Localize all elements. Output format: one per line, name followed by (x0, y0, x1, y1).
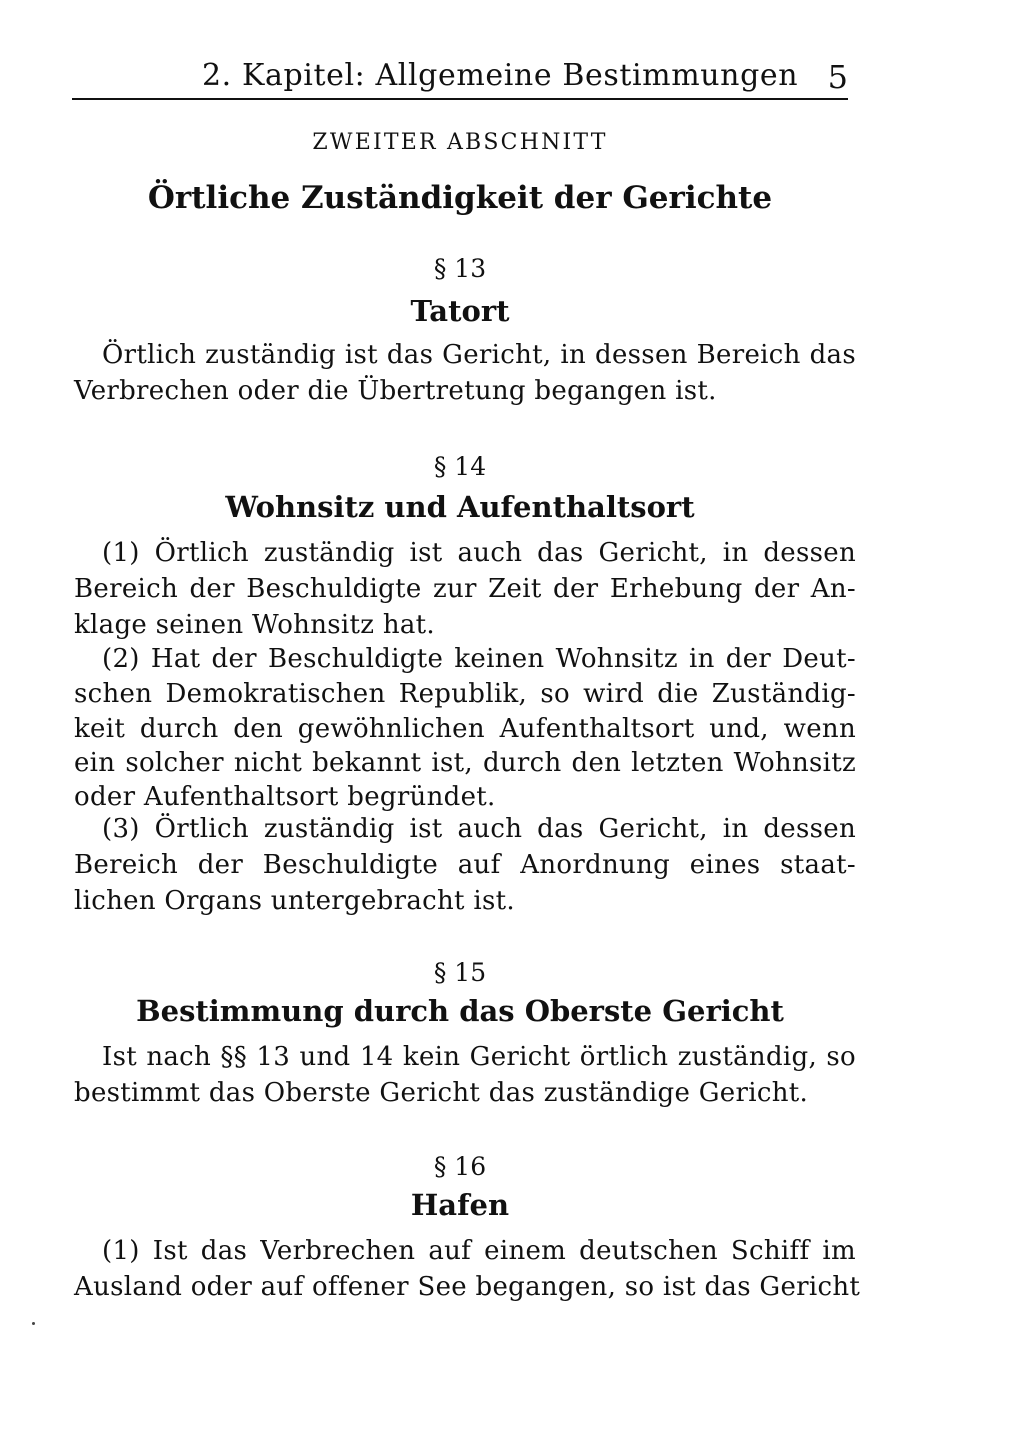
paragraph-number: § 16 (433, 1152, 487, 1181)
section-title: Örtliche Zuständigkeit der Gerichte (147, 180, 773, 216)
body-line: schen Demokratischen Republik, so wird die Zuständig- (74, 679, 856, 709)
body-line: (1) Örtlich zuständig ist auch das Gericht, in dessen (102, 538, 856, 568)
paragraph-heading: Hafen (410, 1188, 510, 1222)
body-line: lichen Organs untergebracht ist. (74, 886, 515, 916)
paragraph-heading: Tatort (410, 294, 510, 328)
body-line: Ausland oder auf offener See begangen, so ist das Gericht (74, 1272, 861, 1302)
body-line: keit durch den gewöhnlichen Aufenthaltsort und, wenn (74, 714, 856, 744)
paragraph-heading: Bestimmung durch das Oberste Gericht (136, 994, 784, 1028)
body-line: Bereich der Beschuldigte auf Anordnung eines staat- (74, 850, 856, 880)
body-line: (3) Örtlich zuständig ist auch das Gericht, in dessen (102, 814, 856, 844)
paragraph-number: § 14 (433, 452, 487, 481)
paragraph-number: § 13 (433, 254, 487, 283)
body-line: klage seinen Wohnsitz hat. (74, 610, 435, 640)
body-line: (2) Hat der Beschuldigte keinen Wohnsitz in der Deut- (102, 644, 856, 674)
body-line: bestimmt das Oberste Gericht das zuständige Gericht. (74, 1078, 809, 1108)
running-head (72, 58, 848, 100)
body-line: Ist nach §§ 13 und 14 kein Gericht örtlich zuständig, so (102, 1042, 856, 1072)
body-line: Bereich der Beschuldigte zur Zeit der Erhebung der An- (74, 574, 856, 604)
page-number: 5 (827, 58, 848, 96)
section-label: ZWEITER ABSCHNITT (312, 130, 608, 155)
scan-speck (32, 1322, 35, 1325)
body-line: Örtlich zuständig ist das Gericht, in dessen Bereich das (102, 340, 856, 370)
body-line: Verbrechen oder die Übertretung begangen ist. (74, 376, 717, 406)
body-line: ein solcher nicht bekannt ist, durch den letzten Wohnsitz (74, 748, 856, 778)
body-line: oder Aufenthaltsort begründet. (74, 782, 496, 812)
paragraph-number: § 15 (433, 958, 487, 987)
paragraph-heading: Wohnsitz und Aufenthaltsort (225, 490, 695, 524)
running-title: 2. Kapitel: Allgemeine Bestimmungen (202, 58, 799, 93)
body-line: (1) Ist das Verbrechen auf einem deutschen Schiff im (102, 1236, 856, 1266)
